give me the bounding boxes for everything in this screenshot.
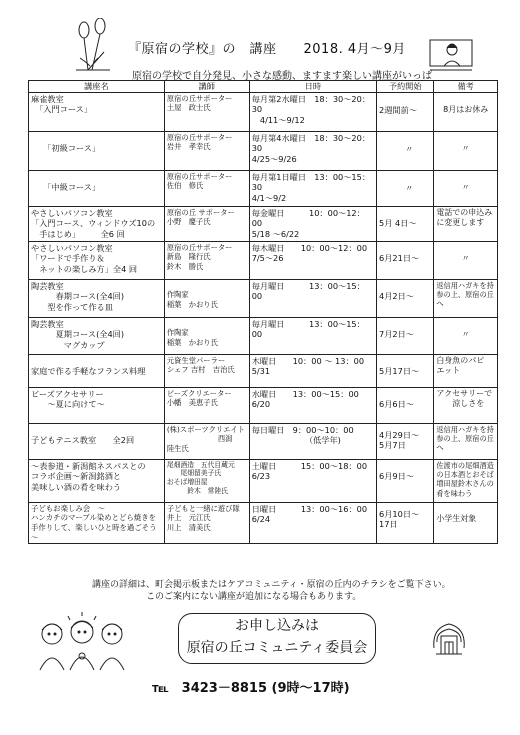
course-name-cell: 「中級コース」: [29, 170, 165, 206]
instructor-cell: 作陶家 稲葉 かおり氏: [164, 279, 249, 317]
datetime-cell: 毎月曜日 13：00～15：00: [249, 317, 376, 354]
datetime-cell: 毎木曜日 10：00～12：00 7/5～26: [249, 241, 376, 279]
instructor-cell: 原宿の丘サポーター 土屋 政士氏: [164, 92, 249, 131]
flowers-icon: [70, 18, 118, 74]
note-cell: 8月はお休み: [434, 92, 498, 131]
page-title: 『原宿の学校』の 講座 2018. 4月～9月: [128, 42, 406, 57]
table-row: [29, 241, 498, 279]
note-cell: 〃: [434, 170, 498, 206]
table-row: [29, 354, 498, 387]
course-name-cell: 家庭で作る手軽なフランス料理: [29, 354, 165, 387]
datetime-cell: 木曜日 10：00 ～ 13：00 5/31: [249, 354, 376, 387]
table-row: [29, 279, 498, 317]
building-logo-icon: [428, 618, 470, 660]
note-cell: 小学生対象: [434, 502, 498, 544]
column-header: 備考: [434, 81, 498, 93]
course-name-cell: やさしいパソコン教室 「入門コース、ウィンドウズ10の 手はじめ」 全6 回: [29, 206, 165, 241]
table-row: [29, 170, 498, 206]
start-cell: 5月 4日～: [377, 206, 434, 241]
course-name-cell: 麻雀教室 「入門コース」: [29, 92, 165, 131]
start-cell: 〃: [377, 131, 434, 170]
datetime-cell: 毎日曜日 9：00～10：00 （低学年): [249, 423, 376, 459]
datetime-cell: 水曜日 13：00～15：00 6/20: [249, 387, 376, 423]
note-cell: 佐渡市の尾畑酒造の日本酒とおそば増田屋鈴木さんの肴を味わう: [434, 459, 498, 502]
instructor-cell: ビーズクリエーター 小幡 美恵子氏: [164, 387, 249, 423]
course-name-cell: 子どもお楽しみ会 ～ ハンカチのマーブル染めとどら焼きを 手作りして、楽しいひと時を過ごそう～: [29, 502, 165, 544]
table-row: [29, 459, 498, 502]
page-subtitle: 原宿の学校で自分発見、小さな感動、ますます楽しい講座がいっぱ: [132, 71, 432, 82]
table-row: [29, 206, 498, 241]
column-header: 日時: [249, 81, 376, 93]
note-cell: 〃: [434, 241, 498, 279]
presenter-icon: [428, 36, 474, 74]
note-cell: アクセサリーで 涼しさを: [434, 387, 498, 423]
note-cell: 電話での申込み に変更します: [434, 206, 498, 241]
info-line: このご案内にない講座が追加になる場合もあります。: [146, 592, 362, 602]
datetime-cell: 毎月第4水曜日 18：30～20：30 4/25～9/26: [249, 131, 376, 170]
column-header: 講師: [164, 81, 249, 93]
datetime-cell: 毎月曜日 13：00～15：00: [249, 279, 376, 317]
instructor-cell: 原宿の丘サポーター 佐伯 修氏: [164, 170, 249, 206]
course-name-cell: やさしいパソコン教室 「ワードで手作り＆ ネットの楽しみ方」全4 回: [29, 241, 165, 279]
start-cell: 7月2日～: [377, 317, 434, 354]
instructor-cell: 原宿の丘 サポーター 小野 慶子氏: [164, 206, 249, 241]
table-row: [29, 92, 498, 131]
instructor-cell: 子どもと一緒に遊び隊 井上 元江氏 川上 清美氏: [164, 502, 249, 544]
course-name-cell: 「初級コース」: [29, 131, 165, 170]
instructor-cell: 尾畑酒造 五代目蔵元 尾畑留美子氏 おそば増田屋 鈴木 常陸氏: [164, 459, 249, 502]
start-cell: 2週間前～: [377, 92, 434, 131]
datetime-cell: 毎月第2水曜日 18：30～20：30 4/11～9/12: [249, 92, 376, 131]
instructor-cell: 作陶家 稲葉 かおり氏: [164, 317, 249, 354]
course-name-cell: ビーズアクセサリー ～夏に向けて～: [29, 387, 165, 423]
telephone-number: ℡ 3423－8815 (9時～17時): [152, 681, 350, 696]
start-cell: 〃: [377, 170, 434, 206]
note-cell: 返信用ハガキを持参の上、原宿の丘へ: [434, 423, 498, 459]
instructor-cell: 原宿の丘サポーター 新島 隆行氏 鈴木 勝氏: [164, 241, 249, 279]
table-row: [29, 387, 498, 423]
start-cell: 6月6日～: [377, 387, 434, 423]
instructor-cell: 原宿の丘サポーター 岩井 孝幸氏: [164, 131, 249, 170]
start-cell: 6月10日～ 17日: [377, 502, 434, 544]
table-row: [29, 423, 498, 459]
instructor-cell: 元資生堂パーラー シェフ 吉村 吉治氏: [164, 354, 249, 387]
note-cell: 〃: [434, 131, 498, 170]
start-cell: 4月2日～: [377, 279, 434, 317]
children-icon: [30, 612, 134, 674]
start-cell: 5月17日～: [377, 354, 434, 387]
course-name-cell: 陶芸教室 春期コース(全4回) 型を作って作る皿: [29, 279, 165, 317]
note-cell: 返信用ハガキを持参の上、原宿の丘へ: [434, 279, 498, 317]
column-header: 講座名: [29, 81, 165, 93]
note-cell: 〃: [434, 317, 498, 354]
table-row: [29, 131, 498, 170]
course-name-cell: ～表参道・新潟館ネスパスとの コラボ企画～新潟銘酒と 美味しい酒の肴を味わう: [29, 459, 165, 502]
table-header-row: [29, 81, 498, 93]
apply-line: お申し込みは: [235, 618, 319, 634]
table-row: [29, 502, 498, 544]
course-name-cell: 子どもテニス教室 全2回: [29, 423, 165, 459]
apply-box: [178, 613, 376, 664]
info-line: 講座の詳細は、町会掲示板またはケアコミュニティ・原宿の丘内のチラシをご覧下さい。: [92, 580, 451, 590]
column-header: 予約開始: [377, 81, 434, 93]
datetime-cell: 毎金曜日 10：00～12：00 5/18 ～6/22: [249, 206, 376, 241]
datetime-cell: 日曜日 13：00～16：00 6/24: [249, 502, 376, 544]
start-cell: 6月21日～: [377, 241, 434, 279]
course-name-cell: 陶芸教室 夏期コース(全4回) マグカップ: [29, 317, 165, 354]
note-cell: 白身魚のパピ エット: [434, 354, 498, 387]
apply-organization: 原宿の丘コミュニティ委員会: [186, 640, 368, 656]
course-table: [28, 80, 498, 544]
start-cell: 6月9日～: [377, 459, 434, 502]
table-row: [29, 317, 498, 354]
instructor-cell: (株)スポーツクリエイト 西潟 陸生氏: [164, 423, 249, 459]
datetime-cell: 毎月第1日曜日 13：00～15：30 4/1～9/2: [249, 170, 376, 206]
start-cell: 4月29日～ 5月7日: [377, 423, 434, 459]
datetime-cell: 土曜日 15：00～18：00 6/23: [249, 459, 376, 502]
